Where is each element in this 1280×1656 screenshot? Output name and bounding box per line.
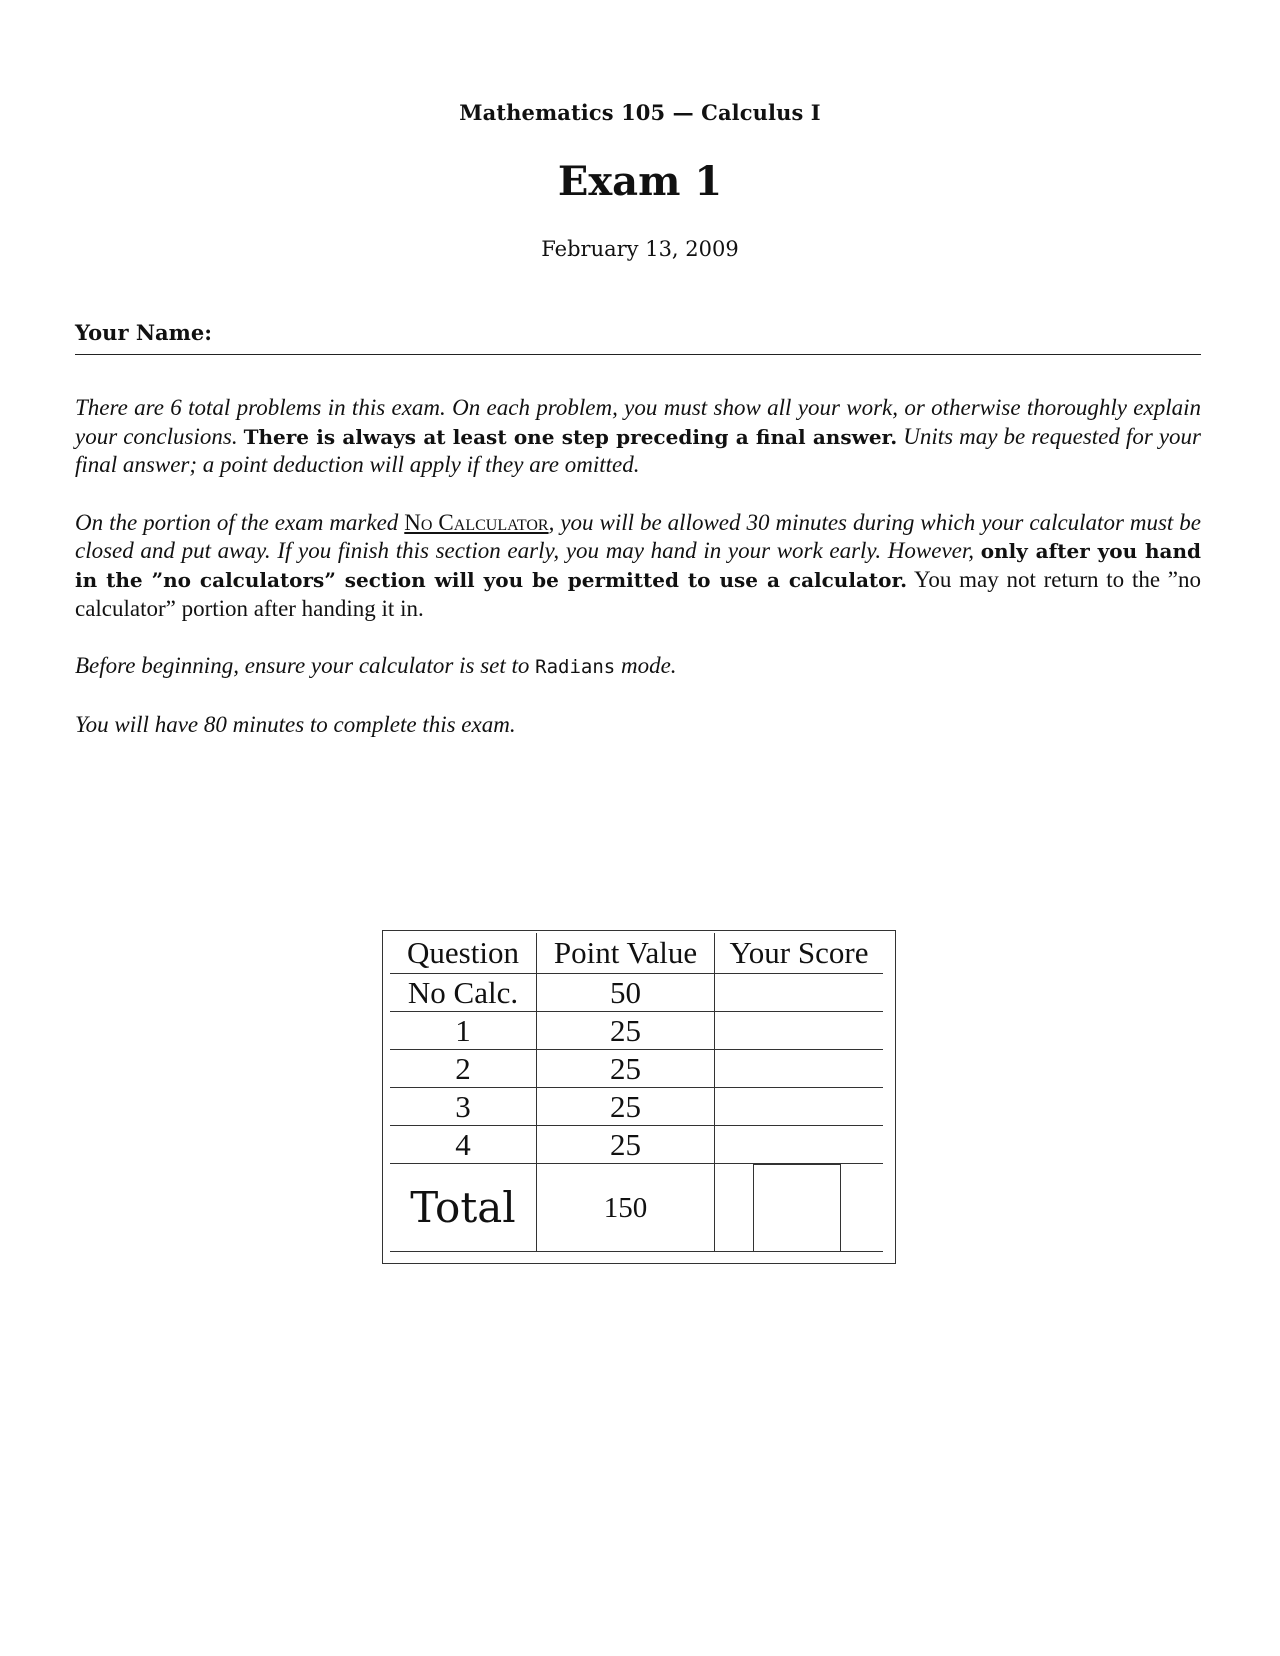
instructions-text: On the portion of the exam marked (75, 509, 405, 535)
total-score-box[interactable] (753, 1164, 841, 1251)
point-value-cell: 25 (537, 1050, 715, 1088)
name-label: Your Name: (75, 320, 212, 345)
course-title: Mathematics 105 — Calculus I (459, 100, 821, 125)
table-row (390, 1012, 883, 1050)
score-table (390, 933, 883, 1252)
instructions-paragraph-4 (75, 711, 1201, 740)
table-row (390, 974, 883, 1012)
instructions (75, 394, 1201, 768)
score-cell[interactable] (715, 974, 884, 1012)
question-cell: No Calc. (390, 974, 537, 1012)
question-cell: 2 (390, 1050, 537, 1088)
score-cell[interactable] (715, 1012, 884, 1050)
instructions-paragraph-1 (75, 394, 1201, 480)
column-header-point-value: Point Value (537, 933, 715, 974)
total-score-cell (715, 1164, 884, 1252)
total-row (390, 1164, 883, 1252)
score-cell[interactable] (715, 1050, 884, 1088)
exam-title: Exam 1 (557, 158, 723, 205)
total-label: Total (390, 1164, 537, 1252)
table-row (390, 1088, 883, 1126)
instructions-bold-text: only after you hand in the ”no calculators” section will you be permitted to use a calculator. (75, 539, 1202, 592)
score-table-frame (382, 930, 896, 1264)
instructions-text: , you will be allowed 30 minutes during which your calculator must be closed and put away. If you finish this section early, you may hand in your work early. However, (75, 509, 1202, 564)
point-value-cell: 25 (537, 1012, 715, 1050)
instructions-text: You will have 80 minutes to complete this exam. (75, 711, 516, 737)
instructions-paragraph-2 (75, 509, 1201, 623)
instructions-text: mode. (615, 653, 677, 679)
score-cell[interactable] (715, 1126, 884, 1164)
no-calculator-marker: No Calculator (404, 509, 549, 535)
exam-date: February 13, 2009 (541, 237, 739, 261)
instructions-paragraph-3 (75, 652, 1201, 682)
instructions-text: Before beginning, ensure your calculator is set to (75, 653, 536, 679)
instructions-bold-text: There is always at least one step preceding a final answer. (243, 424, 898, 449)
question-cell: 4 (390, 1126, 537, 1164)
column-header-question: Question (390, 933, 537, 974)
table-row (390, 1126, 883, 1164)
name-write-line[interactable] (75, 354, 1201, 355)
question-cell: 1 (390, 1012, 537, 1050)
radians-mode-text: Radians (535, 656, 616, 679)
table-row (390, 1050, 883, 1088)
score-table-header-row (390, 933, 883, 974)
score-cell[interactable] (715, 1088, 884, 1126)
total-points: 150 (537, 1164, 715, 1252)
instructions-text: There are 6 total problems in this exam. On each problem, you must show all your work, or otherwise thoroughly explain your conclusions. (75, 395, 1201, 449)
point-value-cell: 25 (537, 1088, 715, 1126)
instructions-text: Units may be requested for your final answer; a point deduction will apply if they are omitted. (75, 423, 1201, 478)
column-header-your-score: Your Score (715, 933, 884, 974)
point-value-cell: 50 (537, 974, 715, 1012)
point-value-cell: 25 (537, 1126, 715, 1164)
instructions-text: You may not return to the ”no calculator” portion after handing it in. (75, 566, 1202, 621)
question-cell: 3 (390, 1088, 537, 1126)
